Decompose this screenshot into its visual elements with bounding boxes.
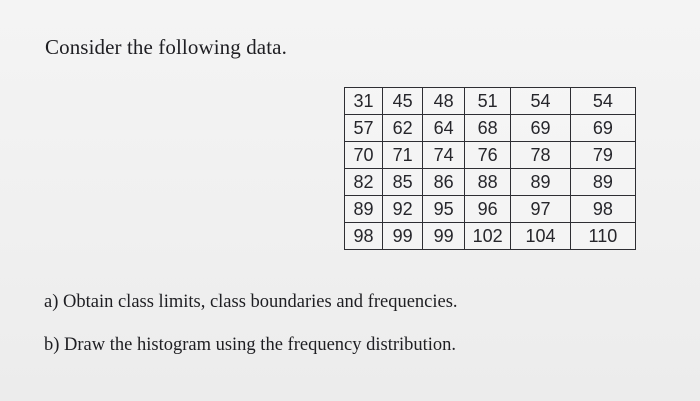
- table-row: [345, 169, 636, 196]
- intro-text: Consider the following data.: [45, 35, 287, 59]
- table-cell: 85: [383, 169, 423, 196]
- table-cell: 79: [570, 142, 635, 169]
- data-table: [344, 87, 636, 250]
- table-cell: 57: [345, 115, 383, 142]
- table-cell: 102: [465, 223, 511, 250]
- table-row: [345, 196, 636, 223]
- table-cell: 92: [383, 196, 423, 223]
- table-cell: 99: [423, 223, 465, 250]
- table-cell: 110: [570, 223, 635, 250]
- table-cell: 82: [345, 169, 383, 196]
- table-cell: 88: [465, 169, 511, 196]
- table-cell: 48: [423, 88, 465, 115]
- table-cell: 89: [570, 169, 635, 196]
- table-cell: 76: [465, 142, 511, 169]
- table-cell: 95: [423, 196, 465, 223]
- table-cell: 64: [423, 115, 465, 142]
- table-cell: 71: [383, 142, 423, 169]
- table-row: [345, 223, 636, 250]
- question-a: a) Obtain class limits, class boundaries and frequencies.: [44, 292, 458, 312]
- table-cell: 62: [383, 115, 423, 142]
- table-cell: 31: [345, 88, 383, 115]
- table-cell: 104: [511, 223, 571, 250]
- table-cell: 68: [465, 115, 511, 142]
- table-cell: 99: [383, 223, 423, 250]
- table-cell: 98: [345, 223, 383, 250]
- table-cell: 89: [345, 196, 383, 223]
- table-cell: 89: [511, 169, 571, 196]
- table-cell: 74: [423, 142, 465, 169]
- table-cell: 45: [383, 88, 423, 115]
- data-table-body: [345, 88, 636, 250]
- table-cell: 69: [511, 115, 571, 142]
- table-cell: 97: [511, 196, 571, 223]
- table-cell: 78: [511, 142, 571, 169]
- table-cell: 69: [570, 115, 635, 142]
- table-cell: 54: [511, 88, 571, 115]
- table-row: [345, 88, 636, 115]
- table-cell: 98: [570, 196, 635, 223]
- table-cell: 54: [570, 88, 635, 115]
- table-row: [345, 115, 636, 142]
- table-cell: 51: [465, 88, 511, 115]
- question-b: b) Draw the histogram using the frequency distribution.: [44, 335, 457, 355]
- table-cell: 70: [345, 142, 383, 169]
- table-cell: 96: [465, 196, 511, 223]
- table-row: [345, 142, 636, 169]
- table-cell: 86: [423, 169, 465, 196]
